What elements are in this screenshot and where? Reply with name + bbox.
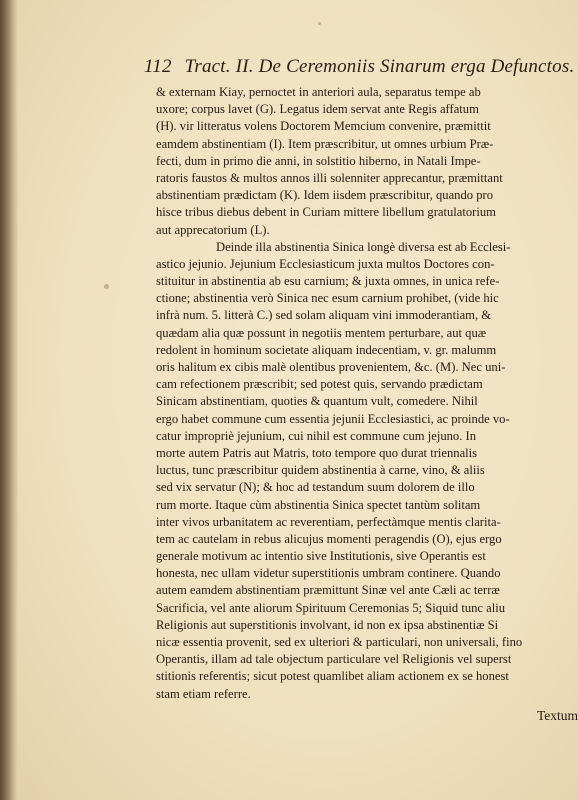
text-line: cam refectionem præscribit; sed potest quis, servando prædictam xyxy=(156,377,483,392)
text-line: Sinicam abstinentiam, quoties & quantum vult, comedere. Nihil xyxy=(156,394,478,409)
text-line: infrà num. 5. litterà C.) sed solam aliquam vini immoderantiam, & xyxy=(156,308,492,323)
text-line: morte autem Patris aut Matris, toto tempore quo durat triennalis xyxy=(156,445,478,460)
text-line: nicæ essentia provenit, sed ex ulteriori & particulari, non universali, fino xyxy=(156,635,523,649)
text-line: stam etiam referre. xyxy=(156,686,251,701)
text-line: & externam Kiay, pernoctet in anteriori aula, separatus tempe ab xyxy=(156,85,481,99)
text-line: inter vivos urbanitatem ac reverentiam, perfectàmque mentis clarita- xyxy=(156,514,501,529)
paper-stain xyxy=(104,284,109,289)
text-line: Deinde illa abstinentia Sinica longè diversa est ab Ecclesi- xyxy=(216,239,511,254)
text-line: fecti, dum in primo die anni, in solstitio hiberno, in Natali Impe- xyxy=(156,153,481,168)
catchword: Textum xyxy=(536,708,578,723)
text-line: Sacrificia, vel ante aliorum Spirituum Ceremonias 5; Siquid tunc aliu xyxy=(156,600,506,615)
text-line: uxore; corpus lavet (G). Legatus idem servat ante Regis affatum xyxy=(156,102,479,117)
text-line: eamdem abstinentiam (I). Item præscribitur, ut omnes urbium Præ- xyxy=(156,136,494,151)
text-line: redolent in hominum societate aliquam indecentiam, v. gr. malumm xyxy=(156,342,497,357)
text-line: aut apprecatorium (L). xyxy=(156,222,270,237)
scan-binding-edge xyxy=(0,0,18,800)
text-line: rum morte. Itaque cùm abstinentia Sinica spectet tantùm solitam xyxy=(156,497,481,512)
book-page xyxy=(18,0,578,800)
text-line: Religionis aut superstitionis involvant, id non ex ipsa abstinentiæ Si xyxy=(156,617,499,632)
text-line: ratoris faustos & multos annos illi solenniter apprecantur, præmittant xyxy=(156,170,503,185)
text-line: (H). vir litteratus volens Doctorem Memcium convenire, præmittit xyxy=(156,119,491,134)
text-line: oris halitum ex cibis malè olentibus provenientem, &c. (M). Nec uni- xyxy=(156,360,506,374)
text-line: abstinentiam prædictam (K). Idem iisdem præscribitur, quando pro xyxy=(156,188,494,203)
text-line: astico jejunio. Jejunium Ecclesiasticum juxta multos Doctores con- xyxy=(156,256,495,271)
text-line: ctione; abstinentia verò Sinica nec esum carnium prohibet, (vide hic xyxy=(156,291,499,306)
text-line: stituitur in abstinentia ab esu carnium; & juxta omnes, in unica refe- xyxy=(156,274,500,289)
text-line: Operantis, illam ad tale objectum particulare vel Religionis vel superst xyxy=(156,652,512,667)
text-line: quædam alia quæ possunt in negotiis mentem perturbare, aut quæ xyxy=(156,325,487,340)
text-line: generale motivum ac intentio sive Institutionis, sive Operantis est xyxy=(156,549,486,564)
text-line: tem ac cautelam in rebus alicujus momenti peragendis (O), ejus ergo xyxy=(156,531,502,546)
text-line: catur impropriè jejunium, cui nihil est commune cum jejuno. In xyxy=(156,428,477,443)
body-text xyxy=(156,84,578,703)
running-header xyxy=(144,56,578,78)
text-line: ergo habet commune cum essentia jejunii Ecclesiastici, ac proinde vo- xyxy=(156,411,510,426)
text-line: luctus, tunc præscribitur quidem abstinentia à carne, vino, & aliis xyxy=(156,463,485,478)
text-line: honesta, nec ullam videtur superstitionis umbram continere. Quando xyxy=(156,566,501,581)
text-line: hisce tribus diebus debent in Curiam mittere libellum gratulatorium xyxy=(156,205,496,220)
page-number: 112 xyxy=(144,56,172,77)
text-line: stitionis referentis; sicut potest quamlibet aliam actionem ex se honest xyxy=(156,669,509,684)
text-line: sed vix servatur (N); & hoc ad testandum suum dolorem de illo xyxy=(156,480,475,495)
running-title: Tract. II. De Ceremoniis Sinarum erga Defunctos. xyxy=(184,56,575,77)
text-line: autem eamdem abstinentiam præmittunt Sinæ vel ante Cæli ac terræ xyxy=(156,583,500,598)
paper-stain xyxy=(318,22,321,25)
